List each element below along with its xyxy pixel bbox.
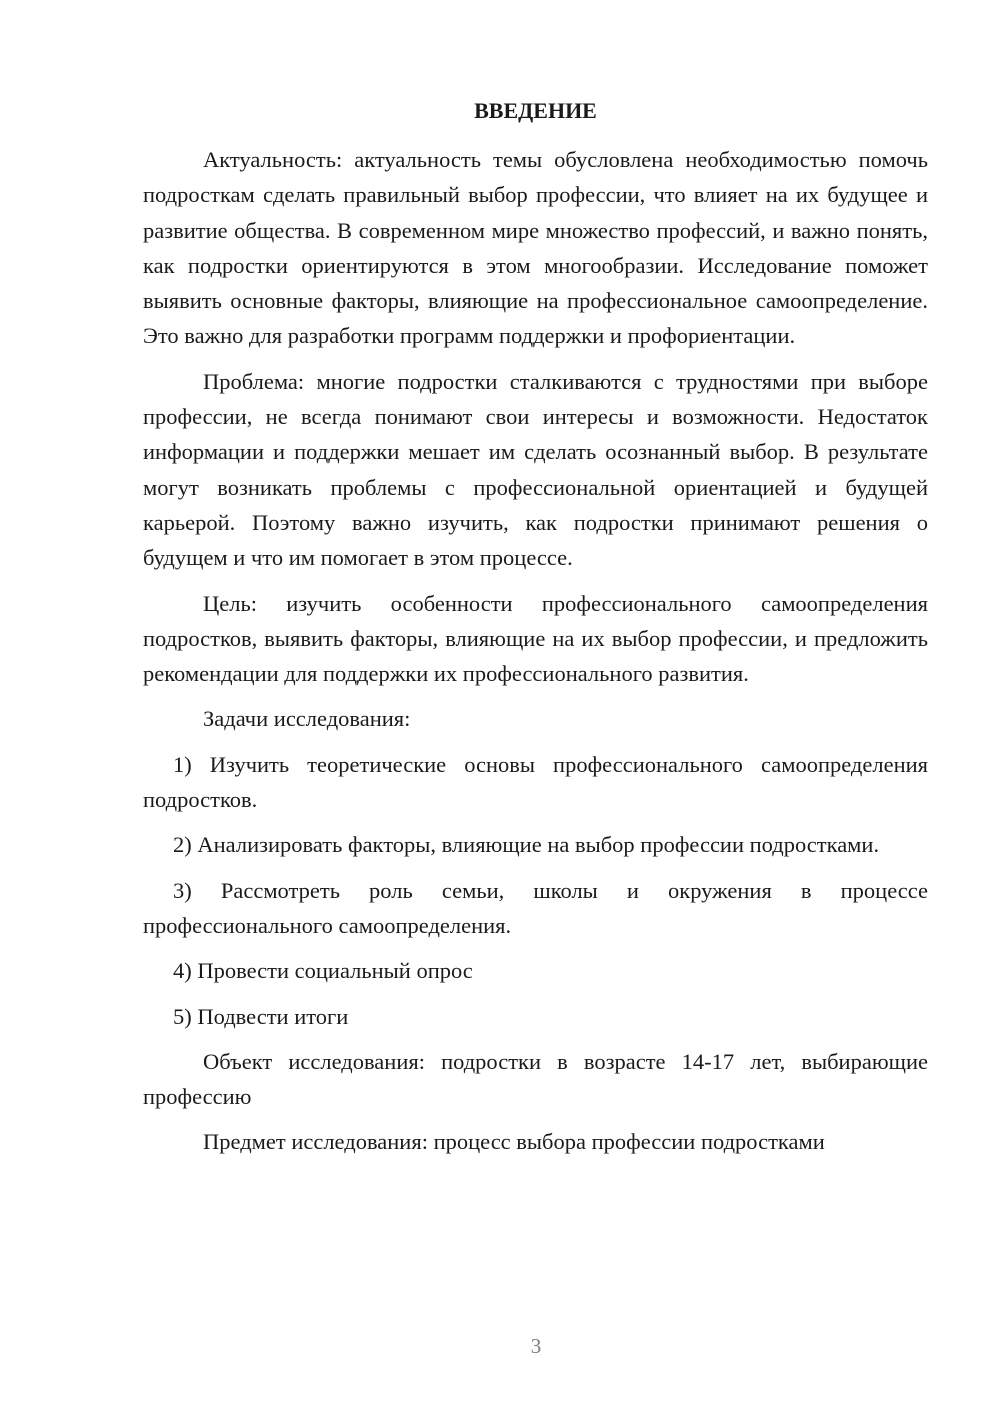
paragraph-problem: Проблема: многие подростки сталкиваются с трудностями при выборе профессии, не всегда понимают свои интересы и возможности. Недостаток информации и поддержки мешает им сделать осознанный выбор. В результате могут возникать проблемы с профессиональной ориентацией и будущей карьерой. Поэтому важно изучить, как подростки принимают решения о будущем и что им помогает в этом процессе. — [143, 368, 928, 571]
page-number: 3 — [530, 1334, 542, 1358]
task-item-2: 2) Анализировать факторы, влияющие на выбор профессии подростками. — [173, 832, 880, 858]
research-object: Объект исследования: подростки в возрасте 14-17 лет, выбирающие профессию — [143, 1048, 928, 1110]
page-title: ВВЕДЕНИЕ — [474, 98, 597, 123]
paragraph-goal: Цель: изучить особенности профессионального самоопределения подростков, выявить факторы, влияющие на их выбор профессии, и предложить рекомендации для поддержки их профессионального развития. — [143, 590, 928, 687]
paragraph-relevance: Актуальность: актуальность темы обусловлена необходимостью помочь подросткам сделать правильный выбор профессии, что влияет на их будущее и развитие общества. В современном мире множество профессий, и важно понять, как подростки ориентируются в этом многообразии. Исследование поможет выявить основные факторы, влияющие на профессиональное самоопределение. Это важно для разработки программ поддержки и профориентации. — [143, 147, 928, 349]
research-subject: Предмет исследования: процесс выбора профессии подростками — [203, 1129, 825, 1155]
document-body — [143, 142, 928, 1170]
task-item-5: 5) Подвести итоги — [173, 1003, 349, 1029]
task-item-1: 1) Изучить теоретические основы профессионального самоопределения подростков. — [143, 751, 928, 813]
task-item-3: 3) Рассмотреть роль семьи, школы и окружения в процессе профессионального самоопределения. — [143, 877, 928, 938]
task-item-4: 4) Провести социальный опрос — [173, 958, 473, 984]
tasks-heading: Задачи исследования: — [203, 706, 411, 732]
